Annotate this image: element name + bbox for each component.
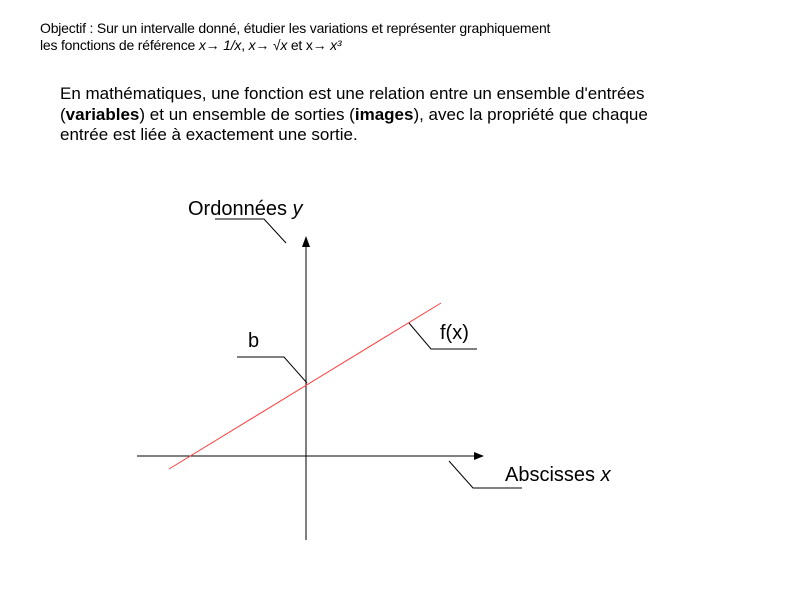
intro-bold-variables: variables bbox=[65, 104, 140, 124]
separator-1: , bbox=[241, 37, 249, 53]
x-axis-var: x bbox=[600, 464, 611, 486]
intro-part-3: ), avec la propriété que chaque bbox=[413, 104, 648, 124]
y-axis-label-text: Ordonnées bbox=[188, 198, 287, 220]
x-axis-label bbox=[505, 464, 612, 486]
x-axis-arrowhead bbox=[474, 452, 484, 460]
intro-bold-images: images bbox=[354, 104, 414, 124]
objective-line-2-prefix: les fonctions de référence bbox=[40, 37, 199, 53]
x-axis-label-text: Abscisses bbox=[505, 464, 596, 486]
function-line bbox=[169, 303, 441, 469]
y-axis-label-leader bbox=[215, 219, 286, 243]
function-cube: x³ bbox=[330, 37, 342, 53]
separator-2: et bbox=[287, 37, 306, 53]
function-inverse: x→ 1/x bbox=[198, 37, 242, 53]
intro-paren-open: ( bbox=[60, 104, 66, 124]
y-axis-var: y bbox=[292, 198, 303, 220]
intercept-leader bbox=[237, 357, 307, 383]
function-cube-prefix: x→ bbox=[305, 37, 331, 53]
intercept-label: b bbox=[248, 330, 260, 352]
y-axis-label bbox=[188, 198, 304, 220]
intro-part-2: ) et un ensemble de sorties ( bbox=[139, 104, 355, 124]
function-label: f(x) bbox=[440, 322, 469, 344]
function-sqrt: x→ √x bbox=[248, 37, 288, 53]
y-axis-arrowhead bbox=[302, 236, 310, 247]
intro-line-1: En mathématiques, une fonction est une relation entre un ensemble d'entrées bbox=[60, 84, 645, 103]
intro-line-3: entrée est liée à exactement une sortie. bbox=[60, 125, 358, 144]
objective-line-1: Objectif : Sur un intervalle donné, étudier les variations et représenter graphiquement bbox=[40, 20, 551, 36]
